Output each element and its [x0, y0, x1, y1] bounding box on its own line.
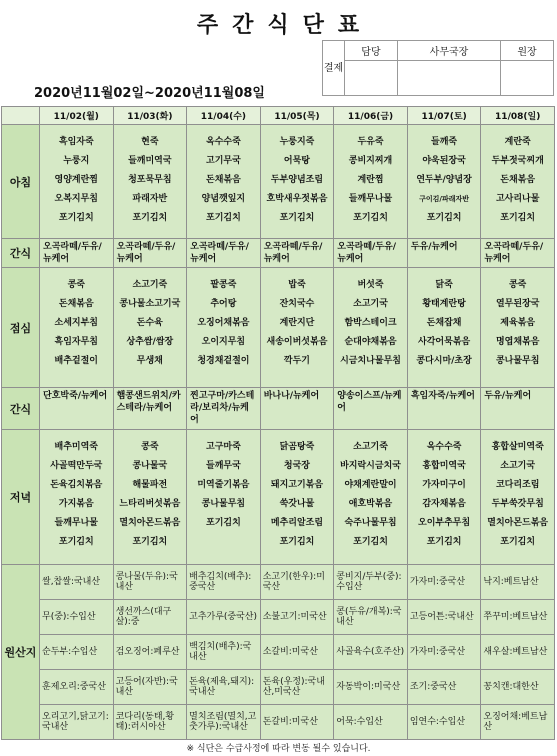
menu-item: 해물파전: [132, 480, 168, 490]
origin-cell: 순두부:수입산: [40, 635, 114, 670]
cell-note: [114, 268, 187, 276]
weekly-menu-table: [1, 106, 555, 740]
breakfast-cell: [481, 125, 555, 239]
cell-note: [114, 430, 187, 438]
menu-item: 열무된장국: [495, 299, 540, 309]
menu-item: 흑임자무침: [54, 337, 99, 347]
lunch-cell: [113, 268, 187, 388]
menu-item: 미역줄기볶음: [197, 480, 250, 490]
snack2-cell: 햄콩샌드위치/카스테라/뉴케어: [113, 388, 187, 430]
menu-item: 파래자반: [132, 194, 168, 204]
origin-cell: 임연수:수입산: [407, 705, 481, 740]
menu-item: 숙주나물무침: [344, 518, 397, 528]
origin-cell: 고등어튼:국내산: [407, 600, 481, 635]
origin-cell: 콩나물(두유):국내산: [113, 565, 187, 600]
snack2-cell: 흑임자죽/뉴케어: [407, 388, 481, 430]
dinner-cell: [481, 430, 555, 565]
snack1-cell: 오곡라떼/두유/뉴케어: [260, 239, 334, 268]
origin-cell: 낙지:베트남산: [481, 565, 555, 600]
menu-item: 야욱된장국: [422, 156, 466, 166]
menu-item: 닭곰탕죽: [279, 442, 315, 452]
approval-box: [322, 40, 554, 96]
menu-item: 영양계란찜: [54, 175, 99, 185]
menu-item: 돈채볶음: [206, 175, 241, 185]
approval-role-director: 원장: [501, 41, 554, 61]
cell-note: [40, 125, 113, 133]
cell-note: [261, 125, 334, 133]
menu-item: 쑥갓나물: [279, 499, 315, 509]
dinner-label: 저녁: [2, 430, 40, 565]
menu-item: 닭죽: [435, 280, 453, 290]
snack2-cell: 두유/뉴케어: [481, 388, 555, 430]
menu-item: 메추리알조림: [270, 518, 324, 528]
date-header: 11/05(목): [260, 107, 334, 125]
menu-item: 사각어묵볶음: [418, 337, 471, 347]
snack2-cell: 찐고구마/카스테라/보리차/뉴케어: [187, 388, 261, 430]
menu-item: 청국장: [283, 461, 311, 471]
origin-cell: 쭈꾸미:베트남산: [481, 600, 555, 635]
menu-item: 콩죽: [141, 442, 159, 452]
menu-item: 들깨죽: [431, 137, 458, 147]
lunch-label: 점심: [2, 268, 40, 388]
menu-item: 야채계란말이: [344, 480, 397, 490]
origin-cell: 오징어채:베트남산: [481, 705, 555, 740]
menu-item: 포기김치: [58, 537, 94, 547]
menu-item: 청경채겉절이: [197, 356, 250, 366]
menu-item: 누룽지죽: [279, 137, 315, 147]
dinner-cell: [40, 430, 114, 565]
menu-item: 어묵탕: [283, 156, 311, 166]
origin-cell: 어묵:수입산: [334, 705, 408, 740]
menu-item: 계란찜: [357, 175, 384, 185]
menu-item: 콩다시마/초장: [416, 356, 472, 366]
menu-item: 명엽채볶음: [495, 337, 540, 347]
origin-cell: 사골육수(호주산): [334, 635, 408, 670]
menu-item: 두부양념조림: [270, 175, 324, 185]
origin-cell: 고추가루(중국산): [187, 600, 261, 635]
origin-label: 원산지: [2, 565, 40, 740]
menu-item: 오징어채볶음: [197, 318, 250, 328]
date-header-row: [2, 107, 555, 125]
breakfast-cell: [40, 125, 114, 239]
menu-item: 콩죽: [508, 280, 527, 290]
menu-item: 함박스테이크: [344, 318, 397, 328]
menu-item: 흑임자죽: [58, 137, 94, 147]
snack2-cell: 바나나/뉴케어: [260, 388, 334, 430]
menu-item: 콩나물소고기국: [119, 299, 181, 309]
origin-cell: 꽁치캔:대한산: [481, 670, 555, 705]
origin-cell: 돈갈비:미국산: [260, 705, 334, 740]
dinner-cell: [113, 430, 187, 565]
dinner-cell: [187, 430, 261, 565]
menu-item: 옥수수죽: [426, 442, 462, 452]
menu-item: 황태계란탕: [422, 299, 466, 309]
menu-item: 들깨무나물: [348, 194, 393, 204]
menu-item: 무생채: [136, 356, 163, 366]
breakfast-cell: [113, 125, 187, 239]
menu-item: 청포묵무침: [128, 175, 172, 185]
cell-note: [334, 125, 407, 133]
menu-item: 돈육김치볶음: [50, 480, 103, 490]
menu-item: 포기김치: [353, 537, 388, 547]
breakfast-cell: [260, 125, 334, 239]
origin-row: [2, 600, 555, 635]
dinner-cell: [334, 430, 408, 565]
origin-cell: 소고기(한우):미국산: [260, 565, 334, 600]
menu-item: 포기김치: [58, 213, 94, 223]
approval-sign-director[interactable]: [501, 61, 554, 96]
menu-item: 콩죽: [67, 280, 85, 290]
snack1-cell: 오곡라떼/두유/뉴케어: [187, 239, 261, 268]
menu-item: 고구마죽: [206, 442, 241, 452]
origin-cell: 생선까스(대구살):중: [113, 600, 187, 635]
menu-item: 포기김치: [279, 213, 315, 223]
origin-cell: 돈육(제육,돼지):국내산: [187, 670, 261, 705]
approval-role-staff: 담당: [345, 41, 398, 61]
dinner-cell: [407, 430, 481, 565]
origin-cell: 쌀,찹쌀:국내산: [40, 565, 114, 600]
origin-row: [2, 565, 555, 600]
snack2-cell: 단호박죽/뉴케어: [40, 388, 114, 430]
origin-cell: 조기:중국산: [407, 670, 481, 705]
menu-item: 멸치아몬드볶음: [119, 518, 181, 528]
cell-note: [334, 268, 407, 276]
menu-item: 오이부추무침: [418, 518, 471, 528]
menu-item: 팥콩죽: [210, 280, 237, 290]
menu-item: 버섯죽: [357, 280, 384, 290]
menu-item: 새송이버섯볶음: [266, 337, 328, 347]
menu-item: 콩비지찌개: [348, 156, 393, 166]
footnote: ※ 식단은 수급사정에 따라 변동 될수 있습니다.: [186, 744, 371, 754]
menu-item: 양념깻잎지: [201, 194, 246, 204]
menu-item: 돈수육: [136, 318, 163, 328]
menu-item: 계란지단: [279, 318, 315, 328]
menu-item: 포기김치: [132, 537, 168, 547]
menu-item: 상추쌈/쌈장: [126, 337, 174, 347]
breakfast-cell: [407, 125, 481, 239]
menu-item: 누룽지: [63, 156, 90, 166]
date-header: 11/06(금): [334, 107, 408, 125]
date-header: 11/08(일): [481, 107, 555, 125]
menu-item: 소고기국: [500, 461, 536, 471]
menu-item: 들깨무나물: [54, 518, 99, 528]
menu-item: 콩나물무침: [495, 356, 540, 366]
menu-item: 순대야채볶음: [344, 337, 397, 347]
lunch-cell: [407, 268, 481, 388]
lunch-cell: [40, 268, 114, 388]
menu-item: 돈채볶음: [500, 175, 536, 185]
menu-item: 두유죽: [357, 137, 384, 147]
date-header: 11/02(월): [40, 107, 114, 125]
breakfast-label: 아침: [2, 125, 40, 239]
lunch-cell: [481, 268, 555, 388]
menu-item: 잔치국수: [279, 299, 315, 309]
cell-note: [408, 268, 481, 276]
menu-item: 코다리조림: [495, 480, 540, 490]
approval-sign-manager[interactable]: [397, 61, 500, 96]
cell-note: [114, 125, 187, 133]
origin-cell: 콩비지/두부(중):수입산: [334, 565, 408, 600]
origin-cell: 자동박이:미국산: [334, 670, 408, 705]
dinner-cell: [260, 430, 334, 565]
menu-item: 구이김/파래자반: [419, 195, 470, 203]
menu-item: 느타리버섯볶음: [119, 499, 181, 509]
menu-item: 고기무국: [206, 156, 241, 166]
menu-item: 현죽: [141, 137, 159, 147]
menu-item: 포기김치: [279, 537, 315, 547]
menu-item: 배추미역죽: [54, 442, 99, 452]
origin-cell: 배추김치(배추):중국산: [187, 565, 261, 600]
menu-item: 콩나물국: [132, 461, 168, 471]
menu-item: 포기김치: [132, 213, 168, 223]
menu-item: 돈채볶음: [58, 299, 94, 309]
origin-cell: 새우살:베트남산: [481, 635, 555, 670]
menu-item: 포기김치: [206, 213, 241, 223]
snack2-cell: 양송이스프/뉴케어: [334, 388, 408, 430]
snack2-label: 간식: [2, 388, 40, 430]
menu-item: 돈채잡채: [426, 318, 462, 328]
menu-item: 제육볶음: [500, 318, 536, 328]
menu-item: 고사리나물: [495, 194, 540, 204]
menu-item: 멸치아몬드볶음: [487, 518, 549, 528]
menu-item: 호박새우젓볶음: [266, 194, 328, 204]
origin-cell: 가자미:중국산: [407, 635, 481, 670]
snack2-row: [2, 388, 555, 430]
approval-label: 결제: [323, 41, 345, 96]
menu-item: 포기김치: [353, 213, 388, 223]
cell-note: [187, 430, 260, 438]
cell-note: [187, 125, 260, 133]
corner-cell: [2, 107, 40, 125]
origin-cell: 무(중):수입산: [40, 600, 114, 635]
cell-note: [408, 125, 481, 133]
origin-cell: 검오징어:페루산: [113, 635, 187, 670]
menu-item: 밥죽: [288, 280, 306, 290]
menu-period: 2020년11월02일~2020년11월08일: [34, 86, 265, 101]
snack1-row: [2, 239, 555, 268]
menu-item: 포기김치: [500, 537, 536, 547]
origin-cell: 돈육(우정):국내산,미국산: [260, 670, 334, 705]
menu-item: 시금치나물무침: [340, 356, 401, 366]
breakfast-cell: [187, 125, 261, 239]
menu-item: 가지볶음: [58, 499, 94, 509]
snack1-cell: 오곡라떼/두유/뉴케어: [334, 239, 408, 268]
lunch-cell: [334, 268, 408, 388]
snack1-cell: 오곡라떼/두유/뉴케어: [40, 239, 114, 268]
origin-cell: 백김치(배추):국내산: [187, 635, 261, 670]
cell-note: [481, 125, 554, 133]
date-header: 11/04(수): [187, 107, 261, 125]
menu-item: 가자미구이: [422, 480, 466, 490]
cell-note: [40, 268, 113, 276]
lunch-cell: [260, 268, 334, 388]
snack1-cell: 오곡라떼/두유/뉴케어: [481, 239, 555, 268]
snack1-cell: 오곡라떼/두유/뉴케어: [113, 239, 187, 268]
menu-item: 포기김치: [426, 213, 462, 223]
origin-cell: 콩(두유/개복):국내산: [334, 600, 408, 635]
menu-item: 옥수수죽: [206, 137, 241, 147]
cell-note: [481, 268, 554, 276]
cell-note: [187, 268, 260, 276]
menu-item: 소고기죽: [353, 442, 388, 452]
menu-item: 돼지고기볶음: [270, 480, 324, 490]
menu-item: 추어탕: [210, 299, 237, 309]
menu-item: 사골떡만두국: [50, 461, 103, 471]
menu-item: 소고기죽: [132, 280, 168, 290]
origin-cell: 훈제오리:중국산: [40, 670, 114, 705]
lunch-row: [2, 268, 555, 388]
menu-item: 연두부/양념장: [416, 175, 472, 185]
menu-item: 두부쑥갓무침: [491, 499, 544, 509]
dinner-row: [2, 430, 555, 565]
origin-cell: 오리고기,닭고기:국내산: [40, 705, 114, 740]
cell-note: [481, 430, 554, 438]
origin-row: [2, 635, 555, 670]
origin-cell: 코다리(동태,황태):러시아산: [113, 705, 187, 740]
date-header: 11/03(화): [113, 107, 187, 125]
date-header: 11/07(토): [407, 107, 481, 125]
menu-item: 포기김치: [500, 213, 536, 223]
cell-note: [261, 430, 334, 438]
menu-item: 포기김치: [206, 518, 241, 528]
snack1-cell: 두유/뉴케어: [407, 239, 481, 268]
menu-item: 오복지무침: [54, 194, 99, 204]
menu-item: 소고기국: [353, 299, 388, 309]
menu-item: 깍두기: [283, 356, 311, 366]
menu-item: 오이지무침: [201, 337, 246, 347]
menu-item: 콩나물무침: [201, 499, 246, 509]
menu-item: 두부젓국찌개: [491, 156, 544, 166]
menu-item: 애호박볶음: [348, 499, 393, 509]
menu-item: 홍합살미역죽: [491, 442, 544, 452]
menu-item: 홍합미역국: [422, 461, 466, 471]
origin-row: [2, 705, 555, 740]
menu-item: 계란죽: [504, 137, 531, 147]
origin-cell: 가자미:중국산: [407, 565, 481, 600]
origin-cell: 고등어(자반):국내산: [113, 670, 187, 705]
cell-note: [408, 430, 481, 438]
menu-item: 들깨미역국: [128, 156, 172, 166]
breakfast-row: [2, 125, 555, 239]
lunch-cell: [187, 268, 261, 388]
menu-item: 감자채볶음: [422, 499, 466, 509]
menu-item: 들깨무국: [206, 461, 241, 471]
cell-note: [334, 430, 407, 438]
menu-item: 소세지부침: [54, 318, 99, 328]
approval-sign-staff[interactable]: [345, 61, 398, 96]
cell-note: [40, 430, 113, 438]
snack1-label: 간식: [2, 239, 40, 268]
origin-cell: 소불고기:미국산: [260, 600, 334, 635]
origin-cell: 멸치조림(멸치,고춧가루):국내산: [187, 705, 261, 740]
menu-item: 포기김치: [426, 537, 462, 547]
breakfast-cell: [334, 125, 408, 239]
menu-item: 바지락시금치국: [340, 461, 401, 471]
page-title: 주간식단표: [196, 13, 374, 38]
menu-item: 배추겉절이: [54, 356, 99, 366]
origin-row: [2, 670, 555, 705]
cell-note: [261, 268, 334, 276]
origin-cell: 소갈비:미국산: [260, 635, 334, 670]
approval-role-manager: 사무국장: [397, 41, 500, 61]
